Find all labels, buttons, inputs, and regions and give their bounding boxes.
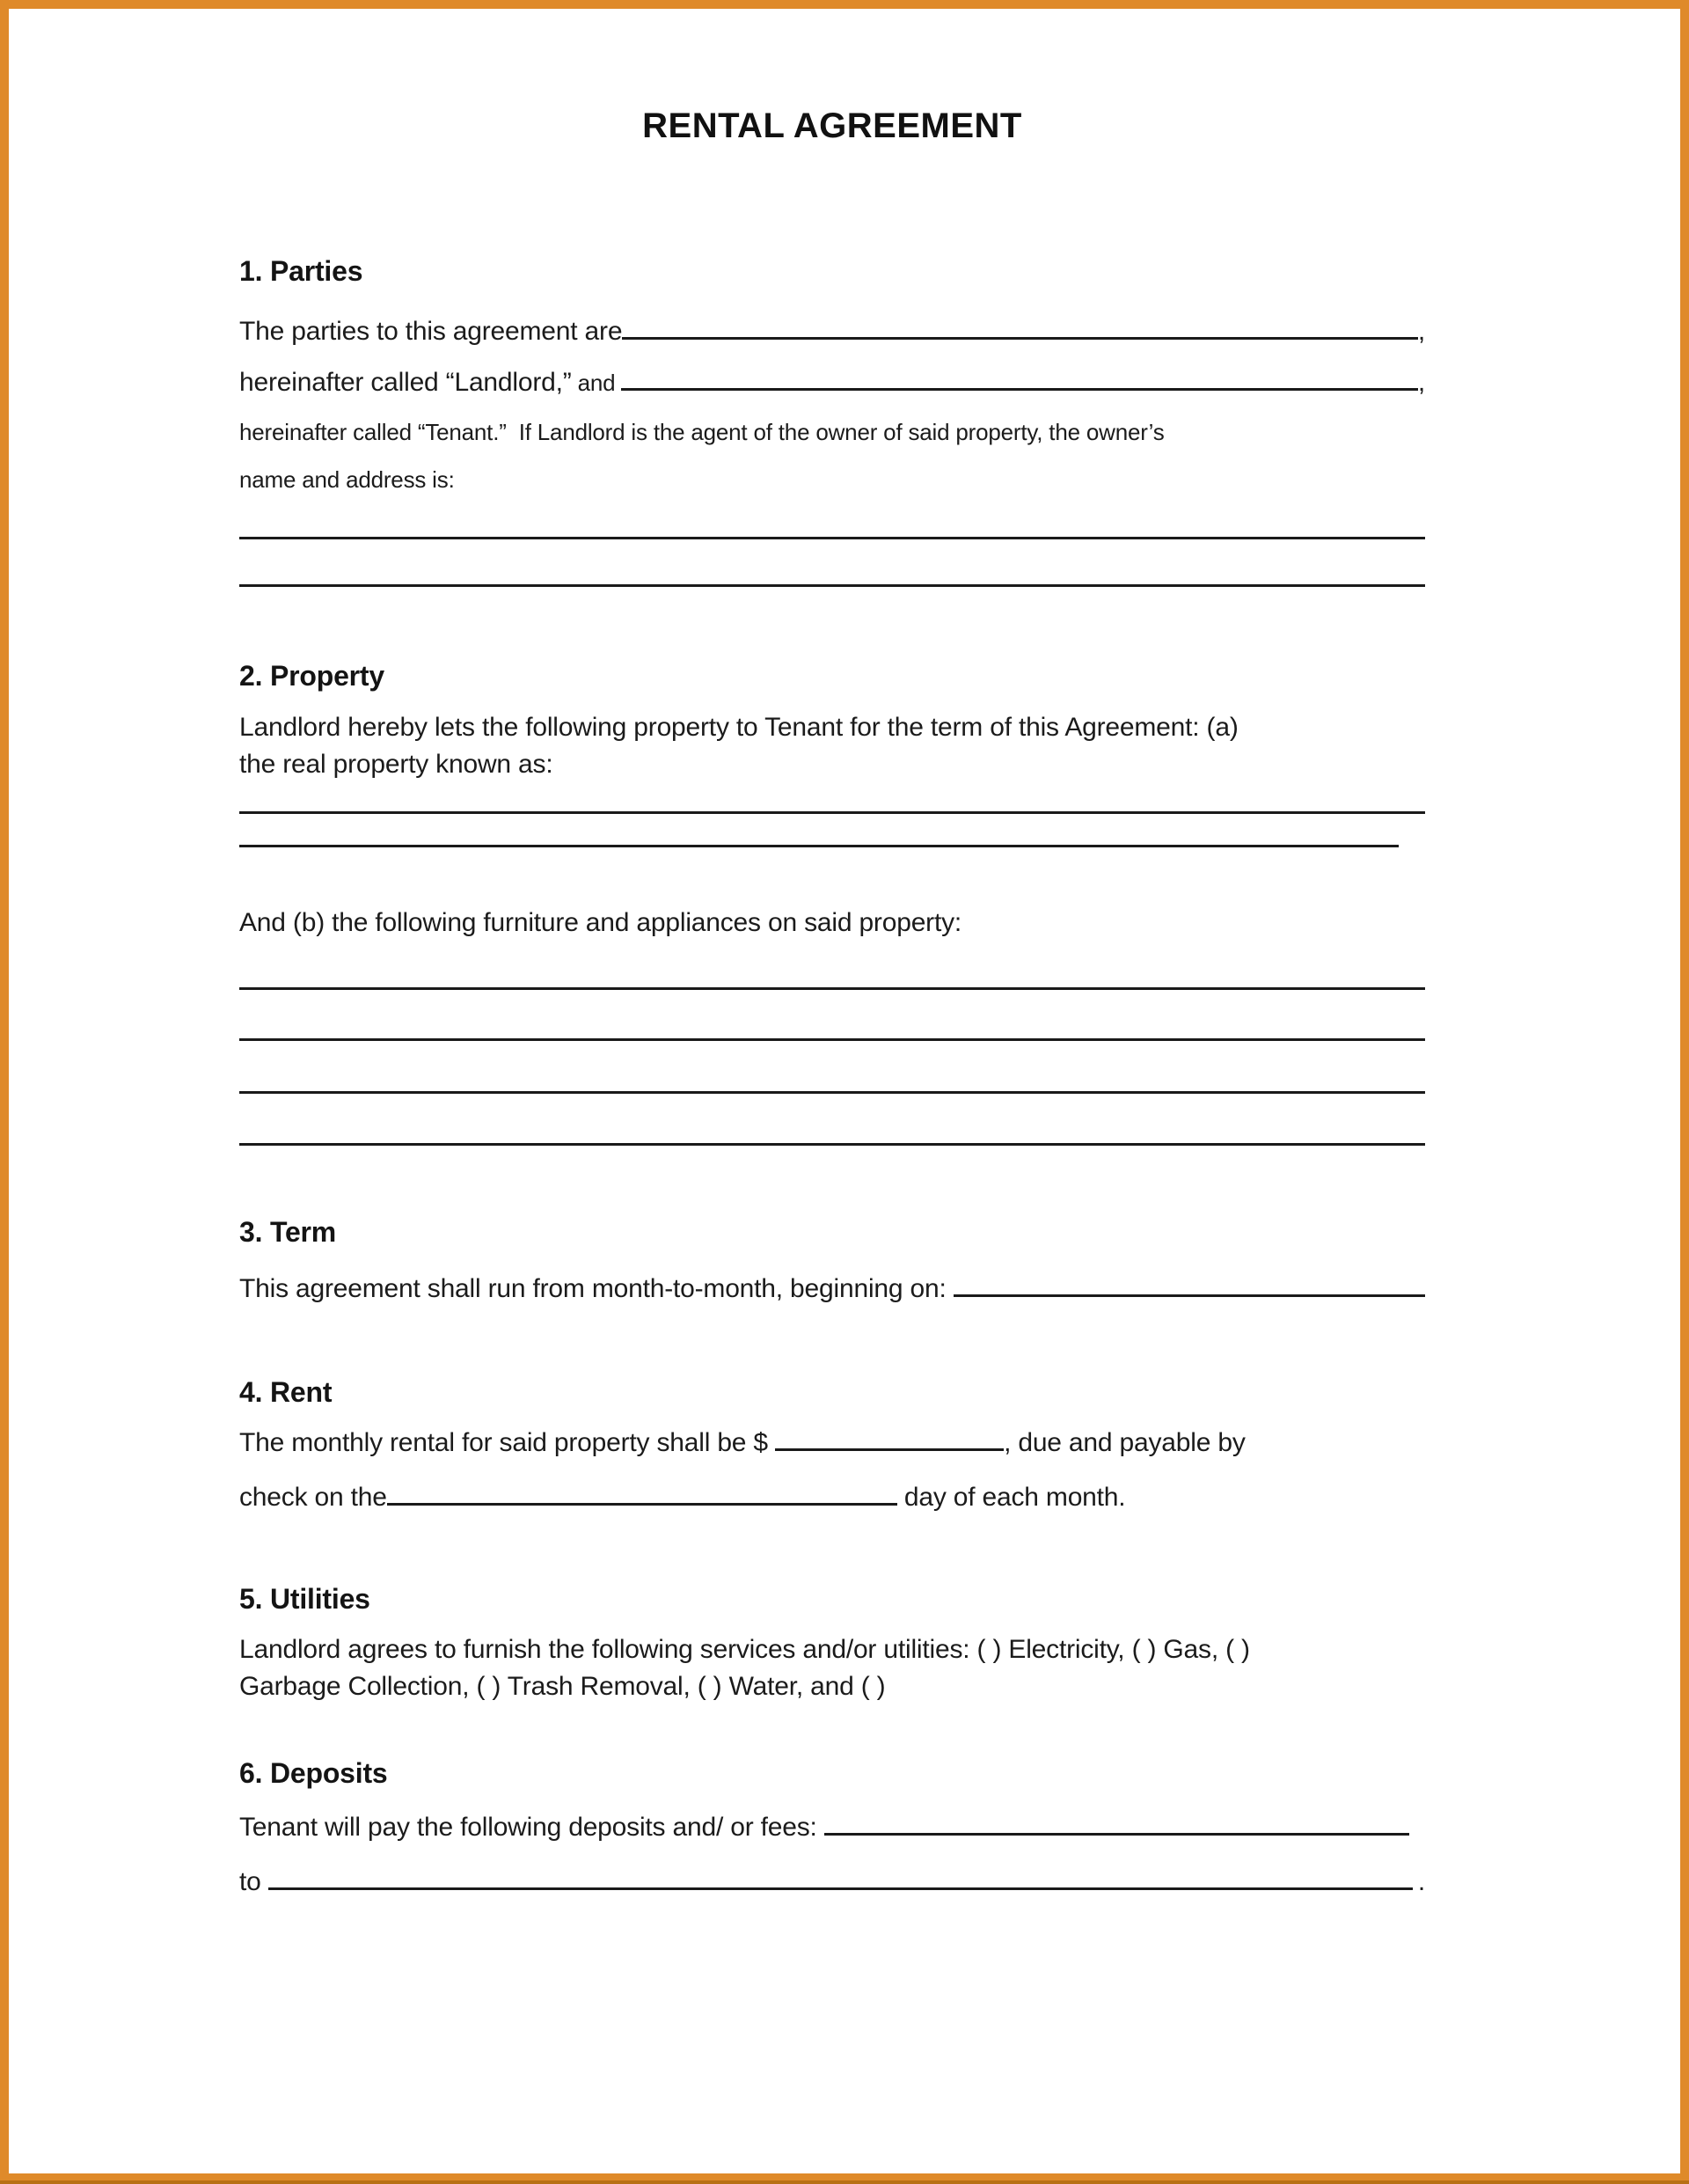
section-heading-term: 3. Term [239,1216,337,1248]
furniture-blank-line-4[interactable] [239,1143,1425,1146]
property-line-1: Landlord hereby lets the following property to Tenant for the term of this Agreement: (a) [239,713,1239,742]
furniture-blank-line-3[interactable] [239,1091,1425,1094]
section-heading-property: 2. Property [239,660,384,692]
parties-line-3: hereinafter called “Tenant.” If Landlord is the agent of the owner of said property, the owner’s [239,419,1165,445]
document-sheet [9,9,1680,2173]
furniture-intro-line: And (b) the following furniture and appliances on said property: [239,908,962,937]
furniture-blank-line-1[interactable] [239,987,1425,990]
furniture-blank-line-2[interactable] [239,1038,1425,1041]
section-heading-utilities: 5. Utilities [239,1583,370,1615]
deposits-line-1 [239,1810,1425,1845]
document-content [239,9,1425,2173]
utilities-line-1: Landlord agrees to furnish the following services and/or utilities: ( ) Electricity, ( ) Gas, ( ) [239,1635,1250,1664]
deposit-fees-blank[interactable] [824,1829,1409,1836]
parties-line-1-comma: , [1417,317,1425,346]
rent-line-1-suffix: , due and payable by [1004,1428,1246,1457]
parties-line-1-text: The parties to this agreement are [239,317,623,346]
frame-bottom-shade [0,2180,1689,2184]
parties-line-2-comma: , [1417,368,1425,397]
parties-line-2-and: and [571,370,622,396]
rent-line-2-prefix: check on the [239,1483,387,1512]
tenant-name-blank[interactable] [621,384,1417,391]
landlord-name-blank[interactable] [622,333,1418,340]
rent-line-2-suffix: day of each month. [896,1483,1126,1512]
deposit-payee-blank[interactable] [268,1883,1413,1890]
parties-line-2 [239,365,1425,400]
rent-line-1-prefix: The monthly rental for said property shall be $ [239,1428,776,1457]
term-line-text: This agreement shall run from month-to-month, beginning on: [239,1274,954,1303]
section-heading-parties: 1. Parties [239,255,363,287]
rent-line-1 [239,1425,1425,1461]
real-property-blank-line-2[interactable] [239,845,1399,847]
property-line-2: the real property known as: [239,750,553,779]
rent-line-2 [239,1480,1425,1515]
term-start-date-blank[interactable] [954,1290,1425,1297]
real-property-blank-line-1[interactable] [239,811,1425,814]
deposits-line-1-prefix: Tenant will pay the following deposits and/ or fees: [239,1813,824,1842]
deposits-line-2-period: . [1417,1867,1425,1896]
section-heading-rent: 4. Rent [239,1376,333,1408]
parties-line-1 [239,314,1425,349]
parties-line-4: name and address is: [239,466,455,493]
document-title: RENTAL AGREEMENT [642,106,1022,145]
deposits-line-2 [239,1865,1425,1900]
parties-line-2-text: hereinafter called “Landlord,” [239,368,572,397]
utilities-line-2: Garbage Collection, ( ) Trash Removal, ( ) Water, and ( ) [239,1672,886,1701]
term-line [239,1272,1425,1307]
rent-due-day-blank[interactable] [387,1499,897,1506]
owner-address-blank-line-2[interactable] [239,584,1425,587]
section-heading-deposits: 6. Deposits [239,1757,388,1789]
owner-address-blank-line-1[interactable] [239,537,1425,539]
rent-amount-blank[interactable] [775,1444,1004,1451]
deposits-line-2-prefix: to [239,1867,268,1896]
